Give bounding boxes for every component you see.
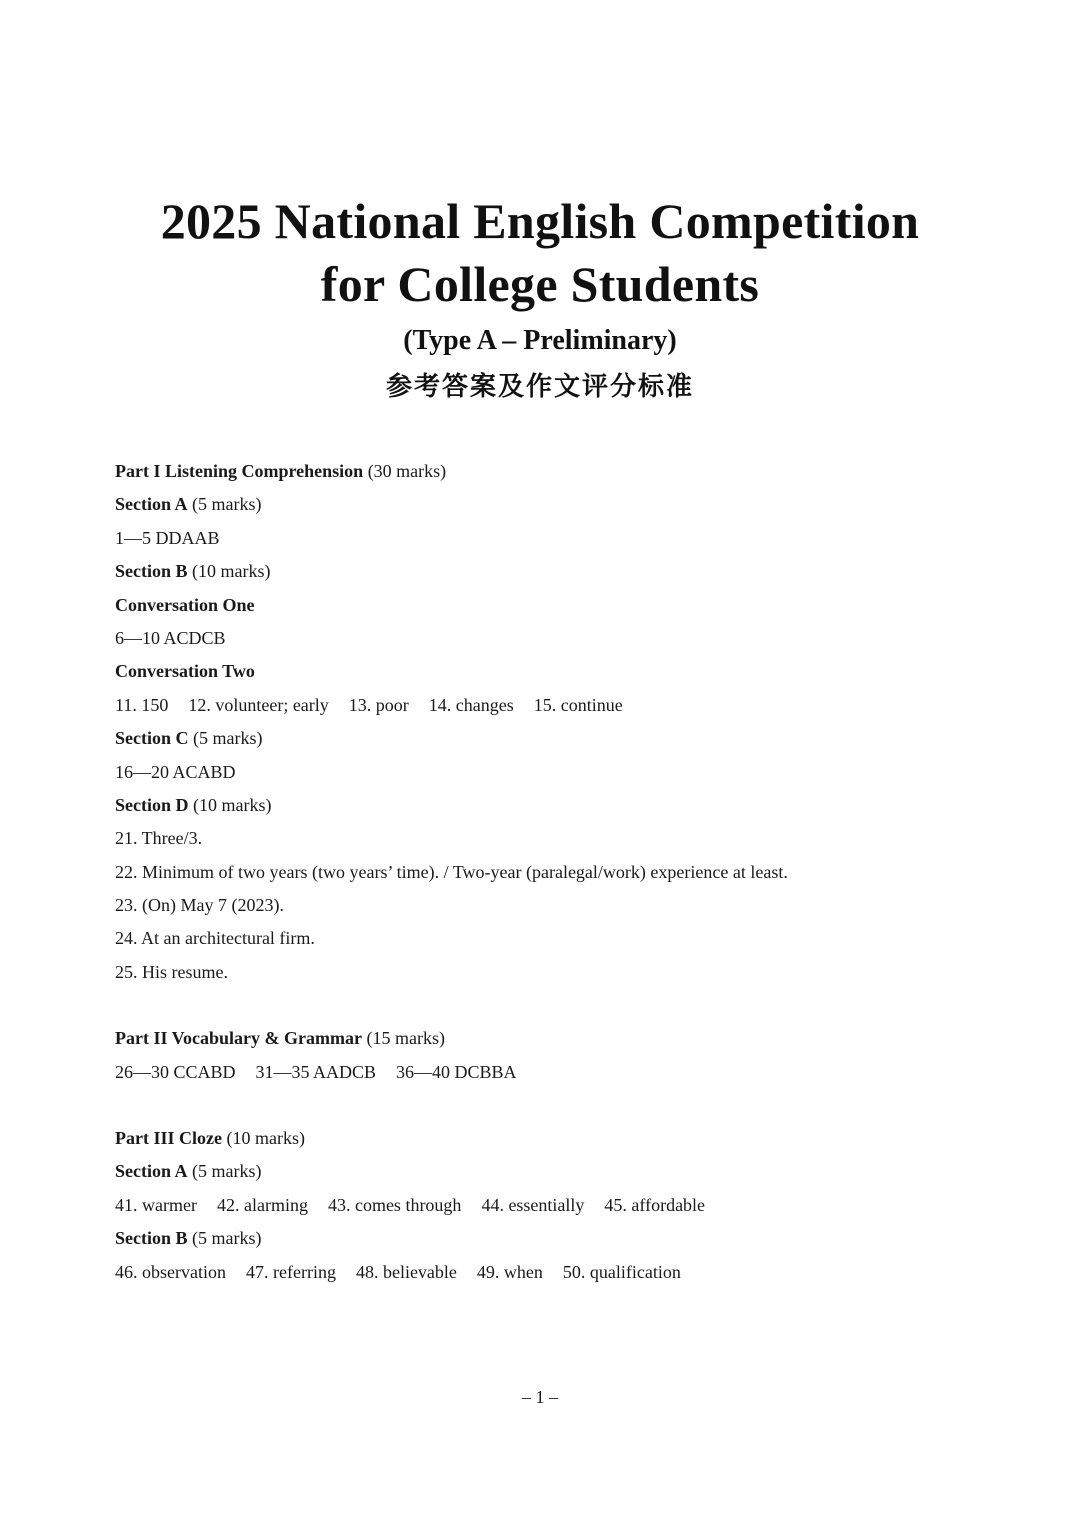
part1-secA-heading: Section A — [115, 494, 188, 515]
answer-group: 36—40 DCBBA — [396, 1061, 517, 1082]
answer-item: 48. believable — [355, 1261, 457, 1282]
part3-secA-marks: (5 marks) — [192, 1161, 262, 1182]
part3-heading: Part III Cloze — [115, 1128, 222, 1149]
answer-item: 15. continue — [533, 694, 623, 715]
answer-22: 22. Minimum of two years (two years’ time). / Two-year (paralegal/work) experience at least. — [115, 861, 788, 882]
part1-secA-heading-line — [115, 488, 975, 521]
part1-secC-heading-line — [115, 722, 975, 755]
part1-secB-heading: Section B — [115, 561, 188, 582]
part1-secD-heading: Section D — [115, 794, 189, 815]
part2-answers — [115, 1056, 975, 1089]
answer-item: 41. warmer — [115, 1194, 197, 1215]
part3-secB-answers — [115, 1256, 975, 1289]
part2-heading: Part II Vocabulary & Grammar — [115, 1028, 362, 1049]
answer-21: 21. Three/3. — [115, 828, 203, 849]
answer-24: 24. At an architectural firm. — [115, 928, 315, 949]
part3-secA-heading-line — [115, 1155, 975, 1188]
chinese-subtitle: 参考答案及作文评分标准 — [385, 372, 694, 402]
answer-item: 49. when — [476, 1261, 543, 1282]
conversation-two-heading: Conversation Two — [115, 661, 255, 682]
spacer — [115, 989, 975, 1022]
answer-item: 11. 150 — [115, 694, 169, 715]
part3-marks: (10 marks) — [226, 1128, 305, 1149]
part1-secC-marks: (5 marks) — [193, 728, 263, 749]
part1-secD-heading-line — [115, 789, 975, 822]
part1-secB-marks: (10 marks) — [192, 561, 271, 582]
part3-secB-heading-line — [115, 1222, 975, 1255]
part1-secC-answers: 16—20 ACABD — [115, 761, 236, 782]
answer-item: 14. changes — [428, 694, 514, 715]
answer-item: 12. volunteer; early — [188, 694, 329, 715]
answer-item: 47. referring — [245, 1261, 336, 1282]
document-header — [0, 190, 1080, 410]
part1-secB-heading-line — [115, 555, 975, 588]
part1-heading: Part I Listening Comprehension — [115, 461, 364, 481]
answer-item: 13. poor — [348, 694, 409, 715]
part1-heading-line — [115, 455, 975, 488]
part1-secA-answers: 1—5 DDAAB — [115, 527, 220, 548]
page-number: – 1 – — [522, 1387, 558, 1407]
answer-item: 50. qualification — [562, 1261, 681, 1282]
answer-25: 25. His resume. — [115, 961, 228, 982]
exam-type: (Type A – Preliminary) — [403, 325, 677, 356]
part1-secC-heading: Section C — [115, 728, 189, 749]
answer-item: 43. comes through — [327, 1194, 462, 1215]
answer-item: 44. essentially — [481, 1194, 585, 1215]
answer-item: 45. affordable — [604, 1194, 706, 1215]
answer-key-body — [115, 455, 975, 1289]
part2-marks: (15 marks) — [366, 1028, 445, 1049]
part3-secA-heading: Section A — [115, 1161, 188, 1182]
part3-secA-answers — [115, 1189, 975, 1222]
conversation-one-answers: 6—10 ACDCB — [115, 627, 226, 648]
answer-group: 31—35 AADCB — [255, 1061, 377, 1082]
conversation-one-heading: Conversation One — [115, 594, 255, 615]
part3-secB-heading: Section B — [115, 1228, 188, 1249]
answer-group: 26—30 CCABD — [115, 1061, 236, 1082]
answer-item: 42. alarming — [216, 1194, 308, 1215]
part3-heading-line — [115, 1122, 975, 1155]
answer-23: 23. (On) May 7 (2023). — [115, 895, 284, 916]
part1-secA-marks: (5 marks) — [192, 494, 262, 515]
conversation-two-answers — [115, 689, 975, 722]
spacer — [115, 1089, 975, 1122]
part2-heading-line — [115, 1022, 975, 1055]
part3-secB-marks: (5 marks) — [192, 1228, 262, 1249]
answer-item: 46. observation — [115, 1261, 226, 1282]
title-line-1: 2025 National English Competition — [160, 193, 920, 249]
title-line-2: for College Students — [320, 256, 760, 312]
part1-secD-marks: (10 marks) — [193, 794, 272, 815]
part1-marks: (30 marks) — [367, 461, 447, 481]
